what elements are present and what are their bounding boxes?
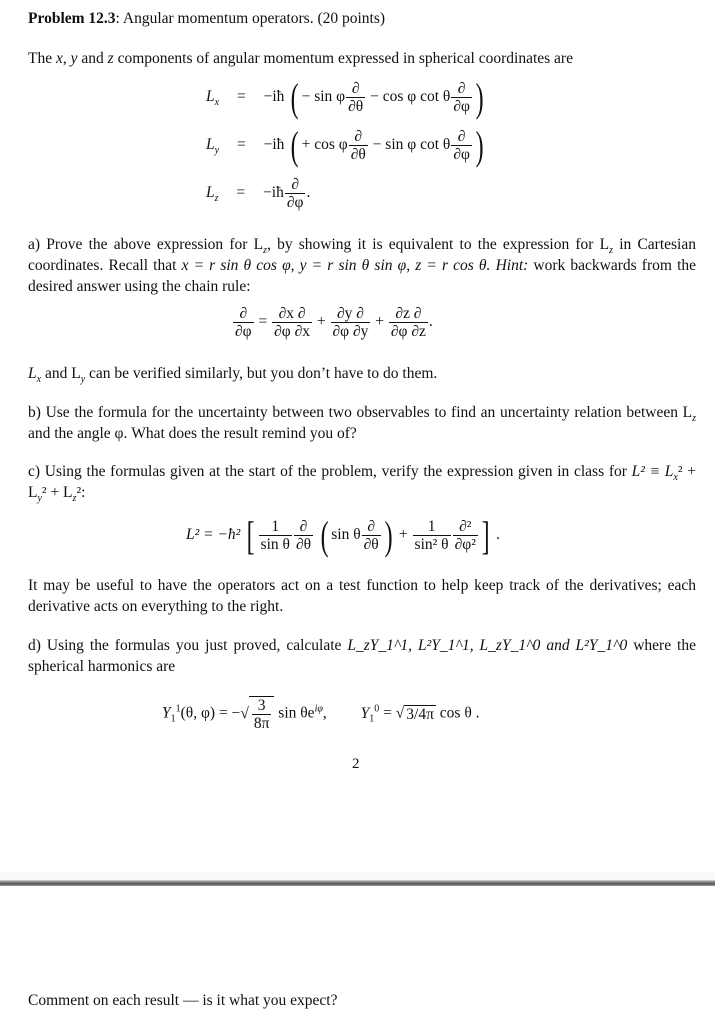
- footer-question: Comment on each result — is it what you expect?: [28, 992, 338, 1009]
- equation-lx: $L_x$ = −iħ ( − sin φ $\frac{\partial}{\partial\theta}$ − cos φ cot θ $\frac{\partial}{\partial\varphi}$ ): [206, 74, 484, 120]
- chain-rule-equation: $\frac{\partial}{\partial\varphi}$ = $\frac{\partial x \partial}{\partial\varphi \partial x}$ + $\frac{\partial y \partial}{\partial\varphi \partial y}$ + $\frac{\partial z \partial}{\partial\varphi \partial z}$ .: [235, 305, 433, 340]
- intro-paragraph: The x, y and z components of angular momentum expressed in spherical coordinates are: [28, 50, 573, 67]
- page-gap: [0, 872, 715, 880]
- part-a-paragraph: a) Prove the above expression for $L_z$, by showing it is equivalent to the expression for $L_z$ in Cartesian coordinates. Recall that x = r sin θ cos φ, y = r sin θ sin φ, z = r cos θ. Hint: work backwards from the desired answer using the chain rule:: [28, 236, 697, 295]
- part-c-tip: It may be useful to have the operators act on a test function to help keep track of the derivatives; each derivative acts on everything to the right.: [28, 577, 696, 615]
- part-d-paragraph: d) Using the formulas you just proved, calculate L_zY_1^1, L²Y_1^1, L_zY_1^0 and L²Y_1^0 where the spherical harmonics are: [28, 637, 696, 675]
- page-number: 2: [352, 756, 360, 772]
- problem-number: Problem 12.3: [28, 10, 116, 27]
- equation-ly: $L_y$ = −iħ ( + cos φ $\frac{\partial}{\partial\theta}$ − sin φ cot θ $\frac{\partial}{\partial\varphi}$ ): [206, 122, 484, 168]
- problem-heading: Problem 12.3: Angular momentum operators. (20 points): [28, 10, 386, 27]
- equation-lz: $L_z$ = −iħ $\frac{\partial}{\partial\varphi}$ .: [206, 176, 311, 211]
- problem-title: Angular momentum operators. (20 points): [122, 10, 386, 27]
- part-a-note: $L_x$ and $L_y$ can be verified similarly, but you don’t have to do them.: [28, 365, 438, 386]
- l-squared-equation: L² = −ħ² [ $\frac{1}{\text{sin θ}}$ $\frac{\partial}{\partial\theta}$ ( sin θ $\frac{\partial}{\partial\theta}$ ) + $\frac{1}{\text{sin² θ}}$ $\frac{\text{∂²}}{\text{∂φ²}}$ ] .: [186, 512, 500, 558]
- part-b-paragraph: b) Use the formula for the uncertainty between two observables to find an uncertainty relation between $L_z$ and the angle φ. What does the result remind you of?: [28, 404, 696, 442]
- part-c-paragraph: c) Using the formulas given at the start of the problem, verify the expression given in class for $L^2 \equiv L_x^2 + L_y^2 + L_z^2$:: [28, 463, 696, 505]
- spherical-harmonics-equation: $Y_1^1(\theta$, φ) = −√ $\frac{3}{8\pi}$ $\sin \theta e^{i\varphi}$, $Y_1^0$ = √ 3/4π cos θ .: [162, 697, 480, 732]
- page-divider: [0, 880, 715, 886]
